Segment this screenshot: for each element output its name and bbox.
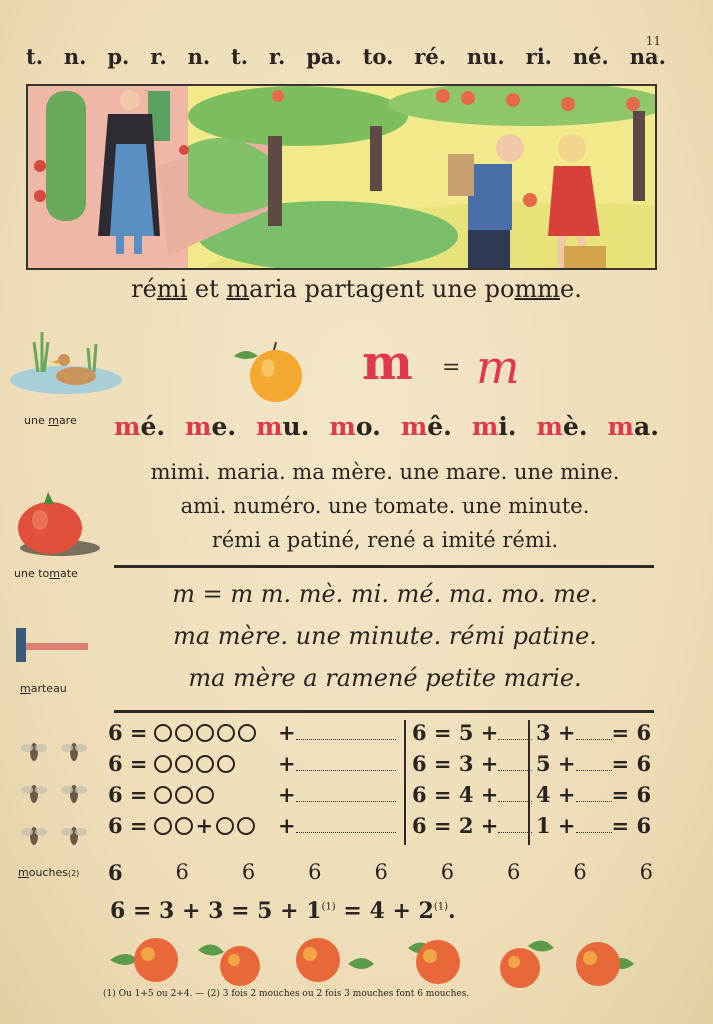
answer-blank[interactable]	[576, 817, 612, 833]
mouches-label: mouches(2)	[18, 866, 80, 879]
six-digit: 6	[374, 860, 388, 884]
syllable: ri.	[525, 44, 552, 69]
math-row: 6 = + 6 = 4 + 4 + = 6	[108, 782, 652, 807]
answer-blank[interactable]	[498, 817, 532, 833]
reading-line-3: rémi a patiné, rené a imité rémi.	[211, 528, 559, 552]
equation-left: 6 =	[108, 782, 148, 807]
syllable: né.	[572, 44, 609, 69]
red-syllable: me.	[185, 412, 237, 441]
mare-label: une mare	[24, 414, 77, 427]
divider-rule	[114, 710, 654, 713]
marteau-label: marteau	[20, 682, 67, 695]
counting-circles	[154, 751, 238, 776]
six-digit: 6	[308, 860, 322, 884]
sixes-row	[108, 860, 653, 885]
tomate-label: une tomate	[14, 567, 78, 580]
red-syllable: mi.	[471, 412, 517, 441]
answer-blank[interactable]	[498, 724, 532, 740]
answer-blank[interactable]	[296, 755, 396, 771]
red-syllable: mo.	[329, 412, 381, 441]
answer-blank[interactable]	[296, 724, 396, 740]
reading-line-1: mimi. maria. ma mère. une mare. une mine.	[150, 460, 620, 484]
syllable: to.	[362, 44, 394, 69]
flies-group	[18, 738, 98, 858]
counting-circles	[154, 720, 259, 745]
math-row: 6 = + 6 = 3 + 5 + = 6	[108, 751, 652, 776]
divider-rule	[114, 565, 654, 568]
answer-blank[interactable]	[498, 786, 532, 802]
answer-blank[interactable]	[296, 786, 396, 802]
counting-circles	[154, 782, 217, 807]
pond-duck-icon	[4, 322, 122, 402]
hammer-icon	[12, 626, 92, 666]
fruit-garland-decoration	[108, 930, 638, 988]
reading-line-2: ami. numéro. une tomate. une minute.	[180, 494, 590, 518]
answer-blank[interactable]	[576, 786, 612, 802]
tomato-icon	[14, 486, 102, 558]
six-digit: 6	[507, 860, 521, 884]
letter-equals: =	[442, 355, 461, 380]
script-line-2: ma mère. une minute. rémi patine.	[173, 622, 597, 650]
syllable: nu.	[466, 44, 505, 69]
answer-blank[interactable]	[576, 755, 612, 771]
six-digit: 6	[573, 860, 587, 884]
six-digit: 6	[241, 860, 256, 884]
syllable: n.	[187, 44, 211, 69]
children-apple-scene-illustration	[28, 86, 657, 270]
equation-left: 6 =	[108, 751, 148, 776]
answer-blank[interactable]	[296, 817, 396, 833]
syllable: pa.	[306, 44, 342, 69]
syllable: ré.	[414, 44, 447, 69]
syllable-row	[26, 44, 666, 69]
math-row: 6 = + 6 = 5 + 3 + = 6	[108, 720, 652, 745]
counting-circles: +	[154, 813, 259, 838]
page-number: 11	[645, 34, 661, 48]
orange-icon	[232, 340, 306, 404]
illustration-scene	[26, 84, 657, 270]
red-syllables-row	[114, 412, 659, 441]
decomposition-equation: $6 = 3 + 3 = 5 + 1^{(1)} = 4 + 2^{(1)}$.	[110, 898, 456, 924]
syllable: r.	[150, 44, 167, 69]
syllable: na.	[629, 44, 666, 69]
answer-blank[interactable]	[498, 755, 532, 771]
red-syllable: mê.	[400, 412, 452, 441]
syllable: n.	[63, 44, 87, 69]
six-digit: 6	[639, 860, 653, 884]
syllable: r.	[268, 44, 286, 69]
footnote: (1) Ou 1+5 ou 2+4. — (2) 3 fois 2 mouches ou 2 fois 3 mouches font 6 mouches.	[103, 989, 470, 999]
math-exercise-grid	[108, 720, 658, 850]
script-line-3: ma mère a ramené petite marie.	[188, 664, 582, 692]
syllable: t.	[26, 44, 44, 69]
math-row: 6 = + + 6 = 2 + 1 + = 6	[108, 813, 652, 838]
six-digit: 6	[440, 860, 455, 884]
equation-left: 6 =	[108, 720, 148, 745]
sentence-caption: rémi et maria partagent une pomme.	[131, 275, 582, 303]
letter-print: m	[362, 335, 413, 391]
equation-left: 6 =	[108, 813, 148, 838]
syllable: t.	[231, 44, 249, 69]
red-syllable: ma.	[607, 412, 659, 441]
red-syllable: mé.	[114, 412, 166, 441]
red-syllable: mè.	[536, 412, 588, 441]
red-syllable: mu.	[256, 412, 310, 441]
letter-cursive: m	[476, 340, 520, 394]
script-line-1: m = m m. mè. mi. mé. ma. mo. me.	[172, 580, 598, 608]
six-digit: 6	[175, 860, 189, 884]
syllable: p.	[107, 44, 130, 69]
six-digit: 6	[108, 860, 123, 885]
answer-blank[interactable]	[576, 724, 612, 740]
